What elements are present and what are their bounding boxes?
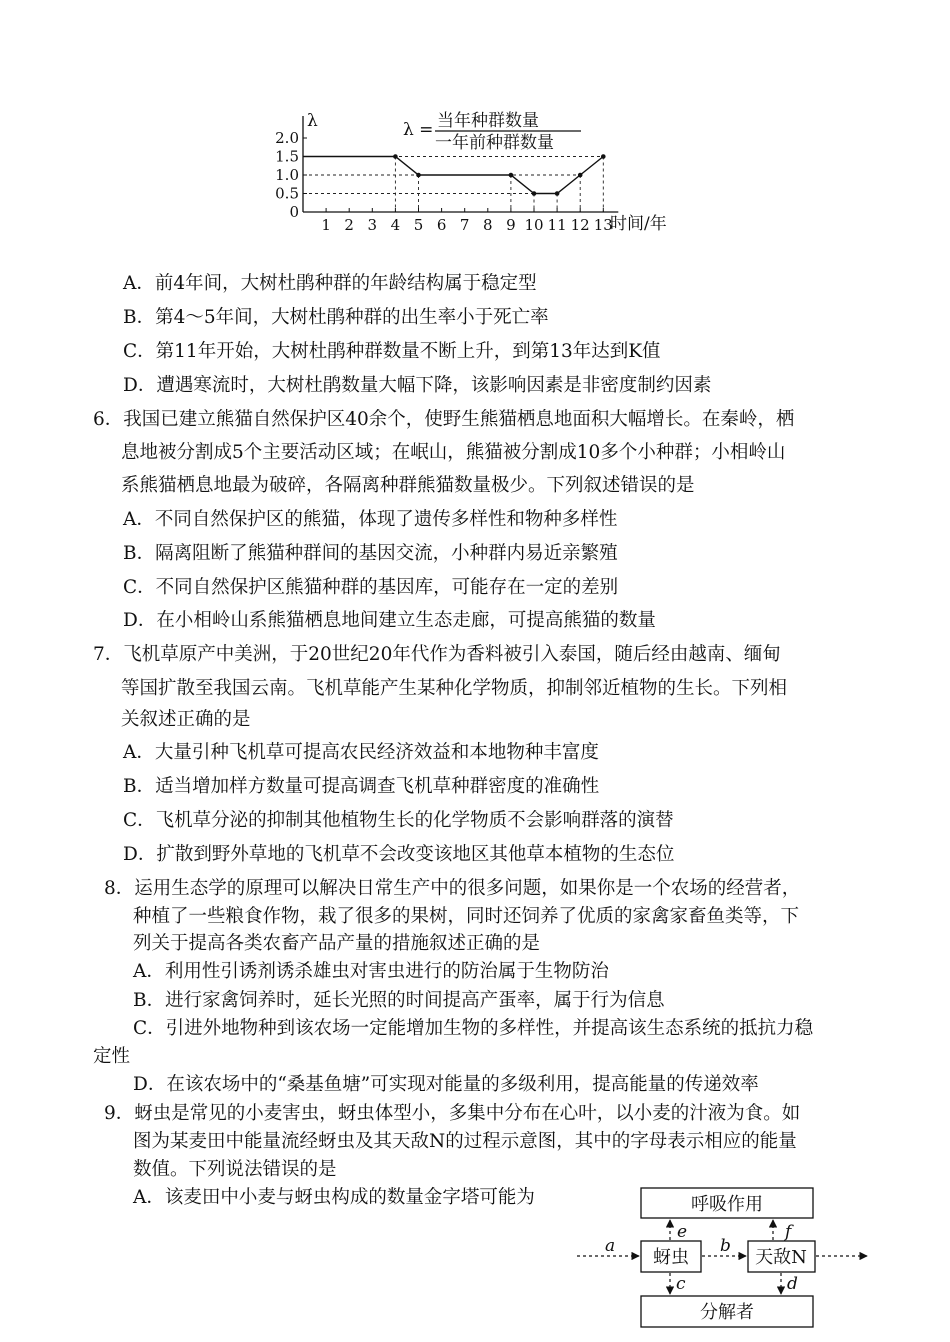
x-tick-label: 5	[413, 216, 424, 234]
q8-stem-line: 8．运用生态学的原理可以解决日常生产中的很多问题，如果你是一个农场的经营者，	[104, 878, 801, 899]
y-tick-label: 1.0	[275, 166, 299, 184]
label-f: f	[785, 1222, 792, 1242]
y-tick-label: 2.0	[275, 129, 299, 147]
formula-lhs: λ =	[403, 120, 434, 140]
q7-option-b: B．适当增加样方数量可提高调查飞机草种群密度的准确性	[123, 776, 600, 797]
y-axis-label: λ	[307, 111, 318, 131]
q8-stem-line: 种植了一些粮食作物，栽了很多的果树，同时还饲养了优质的家禽家畜鱼类等，下	[133, 906, 800, 927]
q7-stem-line: 关叙述正确的是	[121, 709, 251, 730]
q7-option-c: C．飞机草分泌的抑制其他植物生长的化学物质不会影响群落的演替	[123, 810, 674, 831]
q5-option-b: B．第4～5年间，大树杜鹃种群的出生率小于死亡率	[123, 307, 549, 328]
q7-stem-line: 7．飞机草原产中美洲，于20世纪20年代作为香料被引入泰国，随后经由越南、缅甸	[93, 644, 781, 665]
q6-stem-line: 6．我国已建立熊猫自然保护区40余个，使野生熊猫栖息地面积大幅增长。在秦岭，栖	[93, 409, 795, 430]
x-axis-label: 时间/年	[610, 214, 667, 234]
q8-option-c: C．引进外地物种到该农场一定能增加生物的多样性，并提高该生态系统的抵抗力稳	[133, 1018, 814, 1039]
x-tick-label: 7	[459, 216, 470, 234]
q7-option-d: D．扩散到野外草地的飞机草不会改变该地区其他草本植物的生态位	[123, 844, 675, 865]
aphid-label: 蚜虫	[653, 1247, 689, 1268]
x-tick-label: 3	[367, 216, 378, 234]
enemy-label: 天敌N	[755, 1247, 807, 1268]
q8-option-d: D．在该农场中的“桑基鱼塘”可实现对能量的多级利用，提高能量的传递效率	[133, 1074, 759, 1095]
label-a: a	[605, 1236, 616, 1256]
x-tick-label: 4	[390, 216, 401, 234]
x-tick-label: 13	[593, 216, 613, 234]
q8-option-c-continued: 定性	[93, 1046, 131, 1067]
x-tick-label: 10	[524, 216, 544, 234]
lambda-data-point	[393, 154, 398, 159]
x-tick-label: 9	[506, 216, 516, 234]
y-tick-label: 1.5	[275, 147, 299, 166]
energy-flow-diagram	[575, 1185, 875, 1340]
formula-numerator: 当年种群数量	[437, 111, 539, 131]
q9-stem-line: 9．蚜虫是常见的小麦害虫，蚜虫体型小，多集中分布在心叶，以小麦的汁液为食。如	[104, 1103, 801, 1124]
chart-series	[303, 154, 606, 196]
chart-guides	[303, 157, 603, 213]
y-tick-label: 0	[289, 203, 299, 221]
q8-stem-line: 列关于提高各类农畜产品产量的措施叙述正确的是	[133, 933, 541, 954]
label-d: d	[787, 1274, 798, 1294]
q8-option-b: B．进行家禽饲养时，延长光照的时间提高产蛋率，属于行为信息	[133, 990, 665, 1011]
label-b: b	[720, 1236, 731, 1256]
q5-option-a: A．前4年间，大树杜鹃种群的年龄结构属于稳定型	[123, 273, 537, 294]
x-tick-label: 11	[547, 216, 567, 234]
x-tick-label: 6	[436, 216, 447, 234]
label-c: c	[676, 1274, 686, 1294]
q6-stem-line: 息地被分割成5个主要活动区域；在岷山，熊猫被分割成10多个小种群；小相岭山	[121, 442, 786, 463]
lambda-data-point	[601, 154, 606, 159]
x-tick-label: 2	[344, 216, 354, 234]
lambda-data-point	[532, 191, 537, 196]
x-tick-label: 8	[483, 216, 493, 234]
q9-stem-line: 数值。下列说法错误的是	[133, 1159, 337, 1180]
lambda-line-chart	[255, 102, 695, 237]
y-tick-label: 0.5	[275, 184, 299, 203]
label-e: e	[677, 1222, 688, 1242]
q7-option-a: A．大量引种飞机草可提高农民经济效益和本地物种丰富度	[123, 742, 599, 763]
q6-option-b: B．隔离阻断了熊猫种群间的基因交流，小种群内易近亲繁殖	[123, 543, 618, 564]
q5-option-c: C．第11年开始，大树杜鹃种群数量不断上升，到第13年达到K值	[123, 341, 661, 362]
respiration-label: 呼吸作用	[691, 1194, 763, 1215]
q8-option-a: A．利用性引诱剂诱杀雄虫对害虫进行的防治属于生物防治	[133, 961, 609, 982]
lambda-series-line	[303, 157, 603, 194]
q9-stem-line: 图为某麦田中能量流经蚜虫及其天敌N的过程示意图，其中的字母表示相应的能量	[133, 1131, 797, 1152]
lambda-data-point	[578, 173, 583, 178]
lambda-formula	[403, 110, 581, 153]
decomposer-label: 分解者	[700, 1302, 754, 1323]
x-tick-label: 1	[321, 216, 331, 234]
lambda-data-point	[555, 191, 560, 196]
q7-stem-line: 等国扩散至我国云南。飞机草能产生某种化学物质，抑制邻近植物的生长。下列相	[121, 678, 788, 699]
formula-denominator: 一年前种群数量	[435, 133, 554, 153]
q5-option-d: D．遭遇寒流时，大树杜鹃数量大幅下降，该影响因素是非密度制约因素	[123, 375, 712, 396]
x-tick-label: 12	[570, 216, 590, 234]
q6-option-c: C．不同自然保护区熊猫种群的基因库，可能存在一定的差别	[123, 577, 619, 598]
q6-option-d: D．在小相岭山系熊猫栖息地间建立生态走廊，可提高熊猫的数量	[123, 610, 656, 631]
q6-option-a: A．不同自然保护区的熊猫，体现了遗传多样性和物种多样性	[123, 509, 618, 530]
lambda-data-point	[416, 173, 421, 178]
q6-stem-line: 系熊猫栖息地最为破碎，各隔离种群熊猫数量极少。下列叙述错误的是	[121, 475, 695, 496]
lambda-data-point	[509, 173, 514, 178]
q9-option-a: A．该麦田中小麦与蚜虫构成的数量金字塔可能为	[133, 1187, 535, 1208]
